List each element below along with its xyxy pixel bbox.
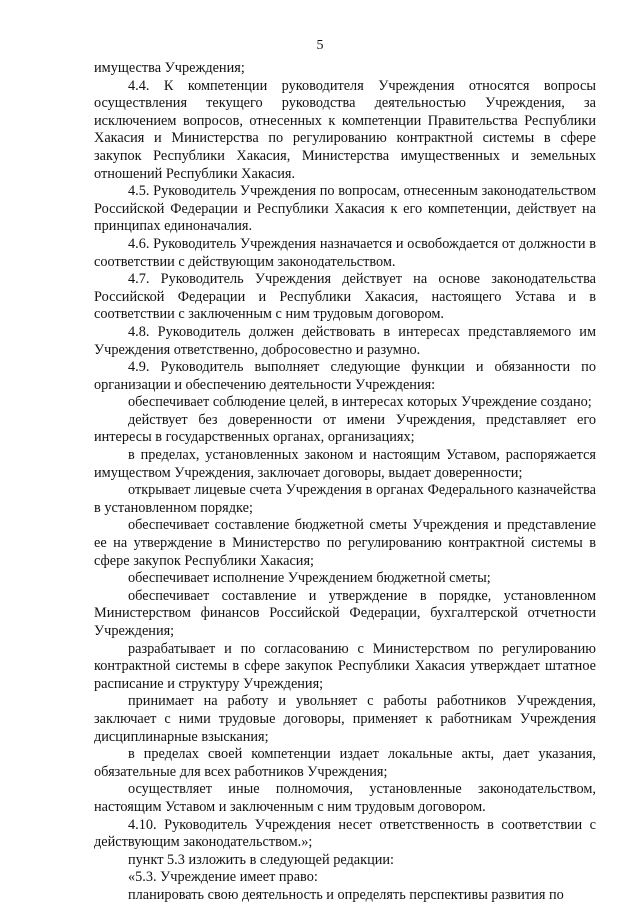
paragraph: обеспечивает соблюдение целей, в интересах которых Учреждение создано; bbox=[128, 394, 592, 411]
paragraph: принимает на работу и увольняет с работы работников Учреждения, заключает с ними трудовые договоры, применяет к работникам Учреждения дисциплинарные взыскания; bbox=[94, 693, 596, 745]
paragraph: действует без доверенности от имени Учреждения, представляет его интересы в государственных органах, организациях; bbox=[94, 411, 596, 446]
paragraph: разрабатывает и по согласованию с Министерством по регулированию контрактной системы в сфере закупок Республики Хакасия утверждает штатное расписание и структуру Учреждения; bbox=[94, 640, 596, 692]
paragraph: 4.9. Руководитель выполняет следующие функции и обязанности по организации и обеспечению деятельности Учреждения: bbox=[94, 359, 596, 393]
paragraph: 4.5. Руководитель Учреждения по вопросам, отнесенным законодательством Российской Федерации и Республики Хакасия к его компетенции, действует на принципах единоначалия. bbox=[94, 183, 596, 235]
paragraph: «5.3. Учреждение имеет право: bbox=[128, 869, 318, 886]
paragraph: имущества Учреждения; bbox=[94, 60, 245, 76]
paragraph: 4.4. К компетенции руководителя Учреждения относятся вопросы осуществления текущего руководства деятельностью Учреждения, за исключением вопросов, отнесенных к компетенции Правительства Республики Хакасия и Министерства по регулированию контрактной системы в сфере закупок Республики Хакасия, Министерства имущественных и земельных отношений Республики Хакасия. bbox=[94, 77, 596, 182]
paragraph: 4.8. Руководитель должен действовать в интересах представляемого им Учреждения ответственно, добросовестно и разумно. bbox=[94, 323, 596, 358]
paragraph: обеспечивает исполнение Учреждением бюджетной сметы; bbox=[128, 570, 491, 587]
paragraph: в пределах своей компетенции издает локальные акты, дает указания, обязательные для всех работников Учреждения; bbox=[94, 746, 596, 780]
document-body bbox=[94, 60, 596, 905]
paragraph: обеспечивает составление и утверждение в порядке, установленном Министерством финансов Российской Федерации, бухгалтерской отчетности Учреждения; bbox=[94, 587, 596, 639]
paragraph: пункт 5.3 изложить в следующей редакции: bbox=[128, 851, 395, 868]
paragraph: 4.6. Руководитель Учреждения назначается и освобождается от должности в соответствии с действующим законодательством. bbox=[94, 235, 596, 270]
page-number: 5 bbox=[316, 38, 324, 53]
paragraph: в пределах, установленных законом и настоящим Уставом, распоряжается имуществом Учреждения, заключает договоры, выдает доверенности; bbox=[94, 447, 596, 481]
paragraph: обеспечивает составление бюджетной сметы Учреждения и представление ее на утверждение в Министерство по регулированию контрактной системы в сфере закупок Республики Хакасия; bbox=[94, 517, 596, 569]
paragraph: 4.10. Руководитель Учреждения несет ответственность в соответствии с действующим законодательством.»; bbox=[94, 816, 596, 851]
paragraph: планировать свою деятельность и определять перспективы развития по bbox=[128, 886, 564, 903]
paragraph: открывает лицевые счета Учреждения в органах Федерального казначейства в установленном порядке; bbox=[94, 482, 596, 516]
paragraph: 4.7. Руководитель Учреждения действует на основе законодательства Российской Федерации и Республики Хакасия, настоящего Устава и в соответствии с заключенным с ним трудовым договором. bbox=[94, 271, 596, 323]
paragraph: осуществляет иные полномочия, установленные законодательством, настоящим Уставом и заключенным с ним трудовым договором. bbox=[94, 781, 596, 815]
